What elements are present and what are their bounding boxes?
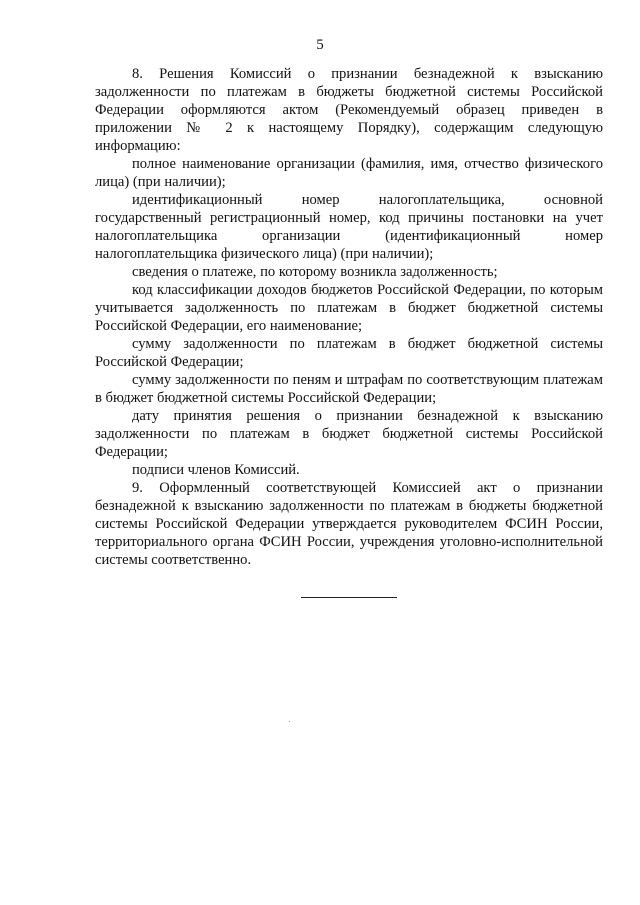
document-body <box>95 65 603 569</box>
paragraph-payment-info: сведения о платеже, по которому возникла задолженность; <box>132 264 498 280</box>
paragraph-debt-amount: сумму задолженности по платежам в бюджет бюджетной системы Российской Федерации; <box>95 336 603 370</box>
page-number: 5 <box>316 37 324 53</box>
scan-speck <box>289 721 290 722</box>
paragraph-8-commission-decisions: 8. Решения Комиссий о признании безнадежной к взысканию задолженности по платежам в бюджеты бюджетной системы Российской Федерации оформляются актом (Рекомендуемый образец приведен в приложении № 2 к настоящему Порядку), содержащим следующую информацию: <box>95 66 603 154</box>
paragraph-revenue-classification-code: код классификации доходов бюджетов Российской Федерации, по которым учитывается задолженность по платежам в бюджет бюджетной системы Российской Федерации, его наименование; <box>95 282 603 334</box>
paragraph-taxpayer-identifiers: идентификационный номер налогоплательщика, основной государственный регистрационный номер, код причины постановки на учет налогоплательщика организации (идентификационный номер налогоплательщика физического лица) (при наличии); <box>95 192 603 262</box>
closing-divider <box>301 597 397 598</box>
paragraph-penalties-amount: сумму задолженности по пеням и штрафам по соответствующим платежам в бюджет бюджетной системы Российской Федерации; <box>95 372 603 406</box>
paragraph-9-act-approval: 9. Оформленный соответствующей Комиссией акт о признании безнадежной к взысканию задолженности по платежам в бюджеты бюджетной системы Российской Федерации утверждается руководителем ФСИН России, территориального органа ФСИН России, учреждения уголовно-исполнительной системы соответственно. <box>95 480 603 568</box>
paragraph-organization-name: полное наименование организации (фамилия, имя, отчество физического лица) (при наличии); <box>95 156 603 190</box>
paragraph-signatures: подписи членов Комиссий. <box>132 462 300 478</box>
paragraph-decision-date: дату принятия решения о признании безнадежной к взысканию задолженности по платежам в бюджет бюджетной системы Российской Федерации; <box>95 408 603 460</box>
